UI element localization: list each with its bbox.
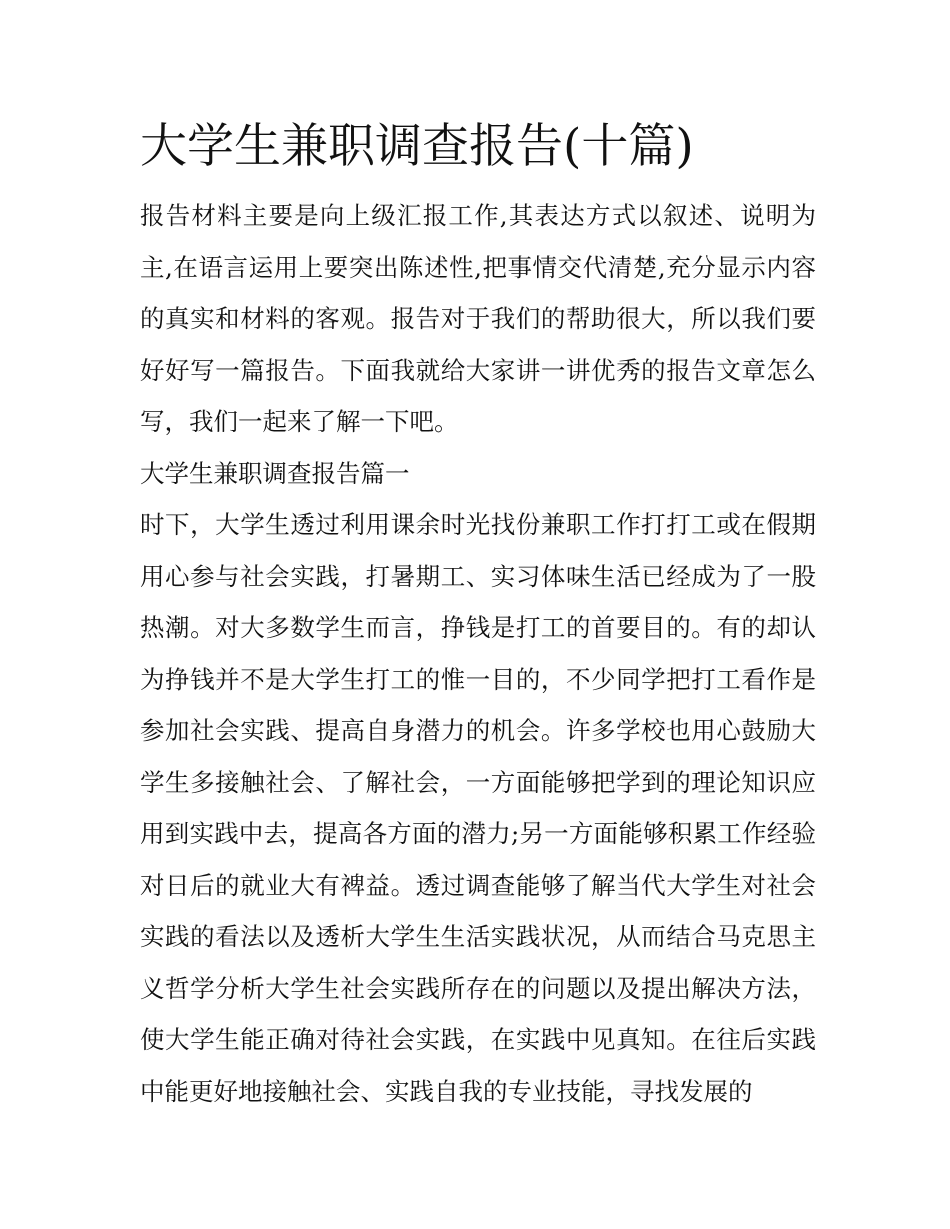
- intro-paragraph: 报告材料主要是向上级汇报工作,其表达方式以叙述、说明为主,在语言运用上要突出陈述性,把事情交代清楚,充分显示内容的真实和材料的客观。报告对于我们的帮助很大，所以我们要好好写一篇报告。下面我就给大家讲一讲优秀的报告文章怎么写，我们一起来了解一下吧。: [140, 201, 816, 436]
- document-page: [140, 112, 816, 1117]
- body-paragraph: 时下，大学生透过利用课余时光找份兼职工作打打工或在假期用心参与社会实践，打暑期工、实习体味生活已经成为了一股热潮。对大多数学生而言，挣钱是打工的首要目的。有的却认为挣钱并不是大学生打工的惟一目的，不少同学把打工看作是参加社会实践、提高自身潜力的机会。许多学校也用心鼓励大学生多接触社会、了解社会，一方面能够把学到的理论知识应用到实践中去，提高各方面的潜力;另一方面能够积累工作经验对日后的就业大有裨益。透过调查能够了解当代大学生对社会实践的看法以及透析大学生生活实践状况，从而结合马克思主义哲学分析大学生社会实践所存在的问题以及提出解决方法，使大学生能正确对待社会实践，在实践中见真知。在往后实践中能更好地接触社会、实践自我的专业技能，寻找发展的: [140, 510, 816, 1106]
- section-heading: 大学生兼职调查报告篇一: [140, 458, 410, 488]
- document-title: 大学生兼职调查报告(十篇): [140, 119, 694, 174]
